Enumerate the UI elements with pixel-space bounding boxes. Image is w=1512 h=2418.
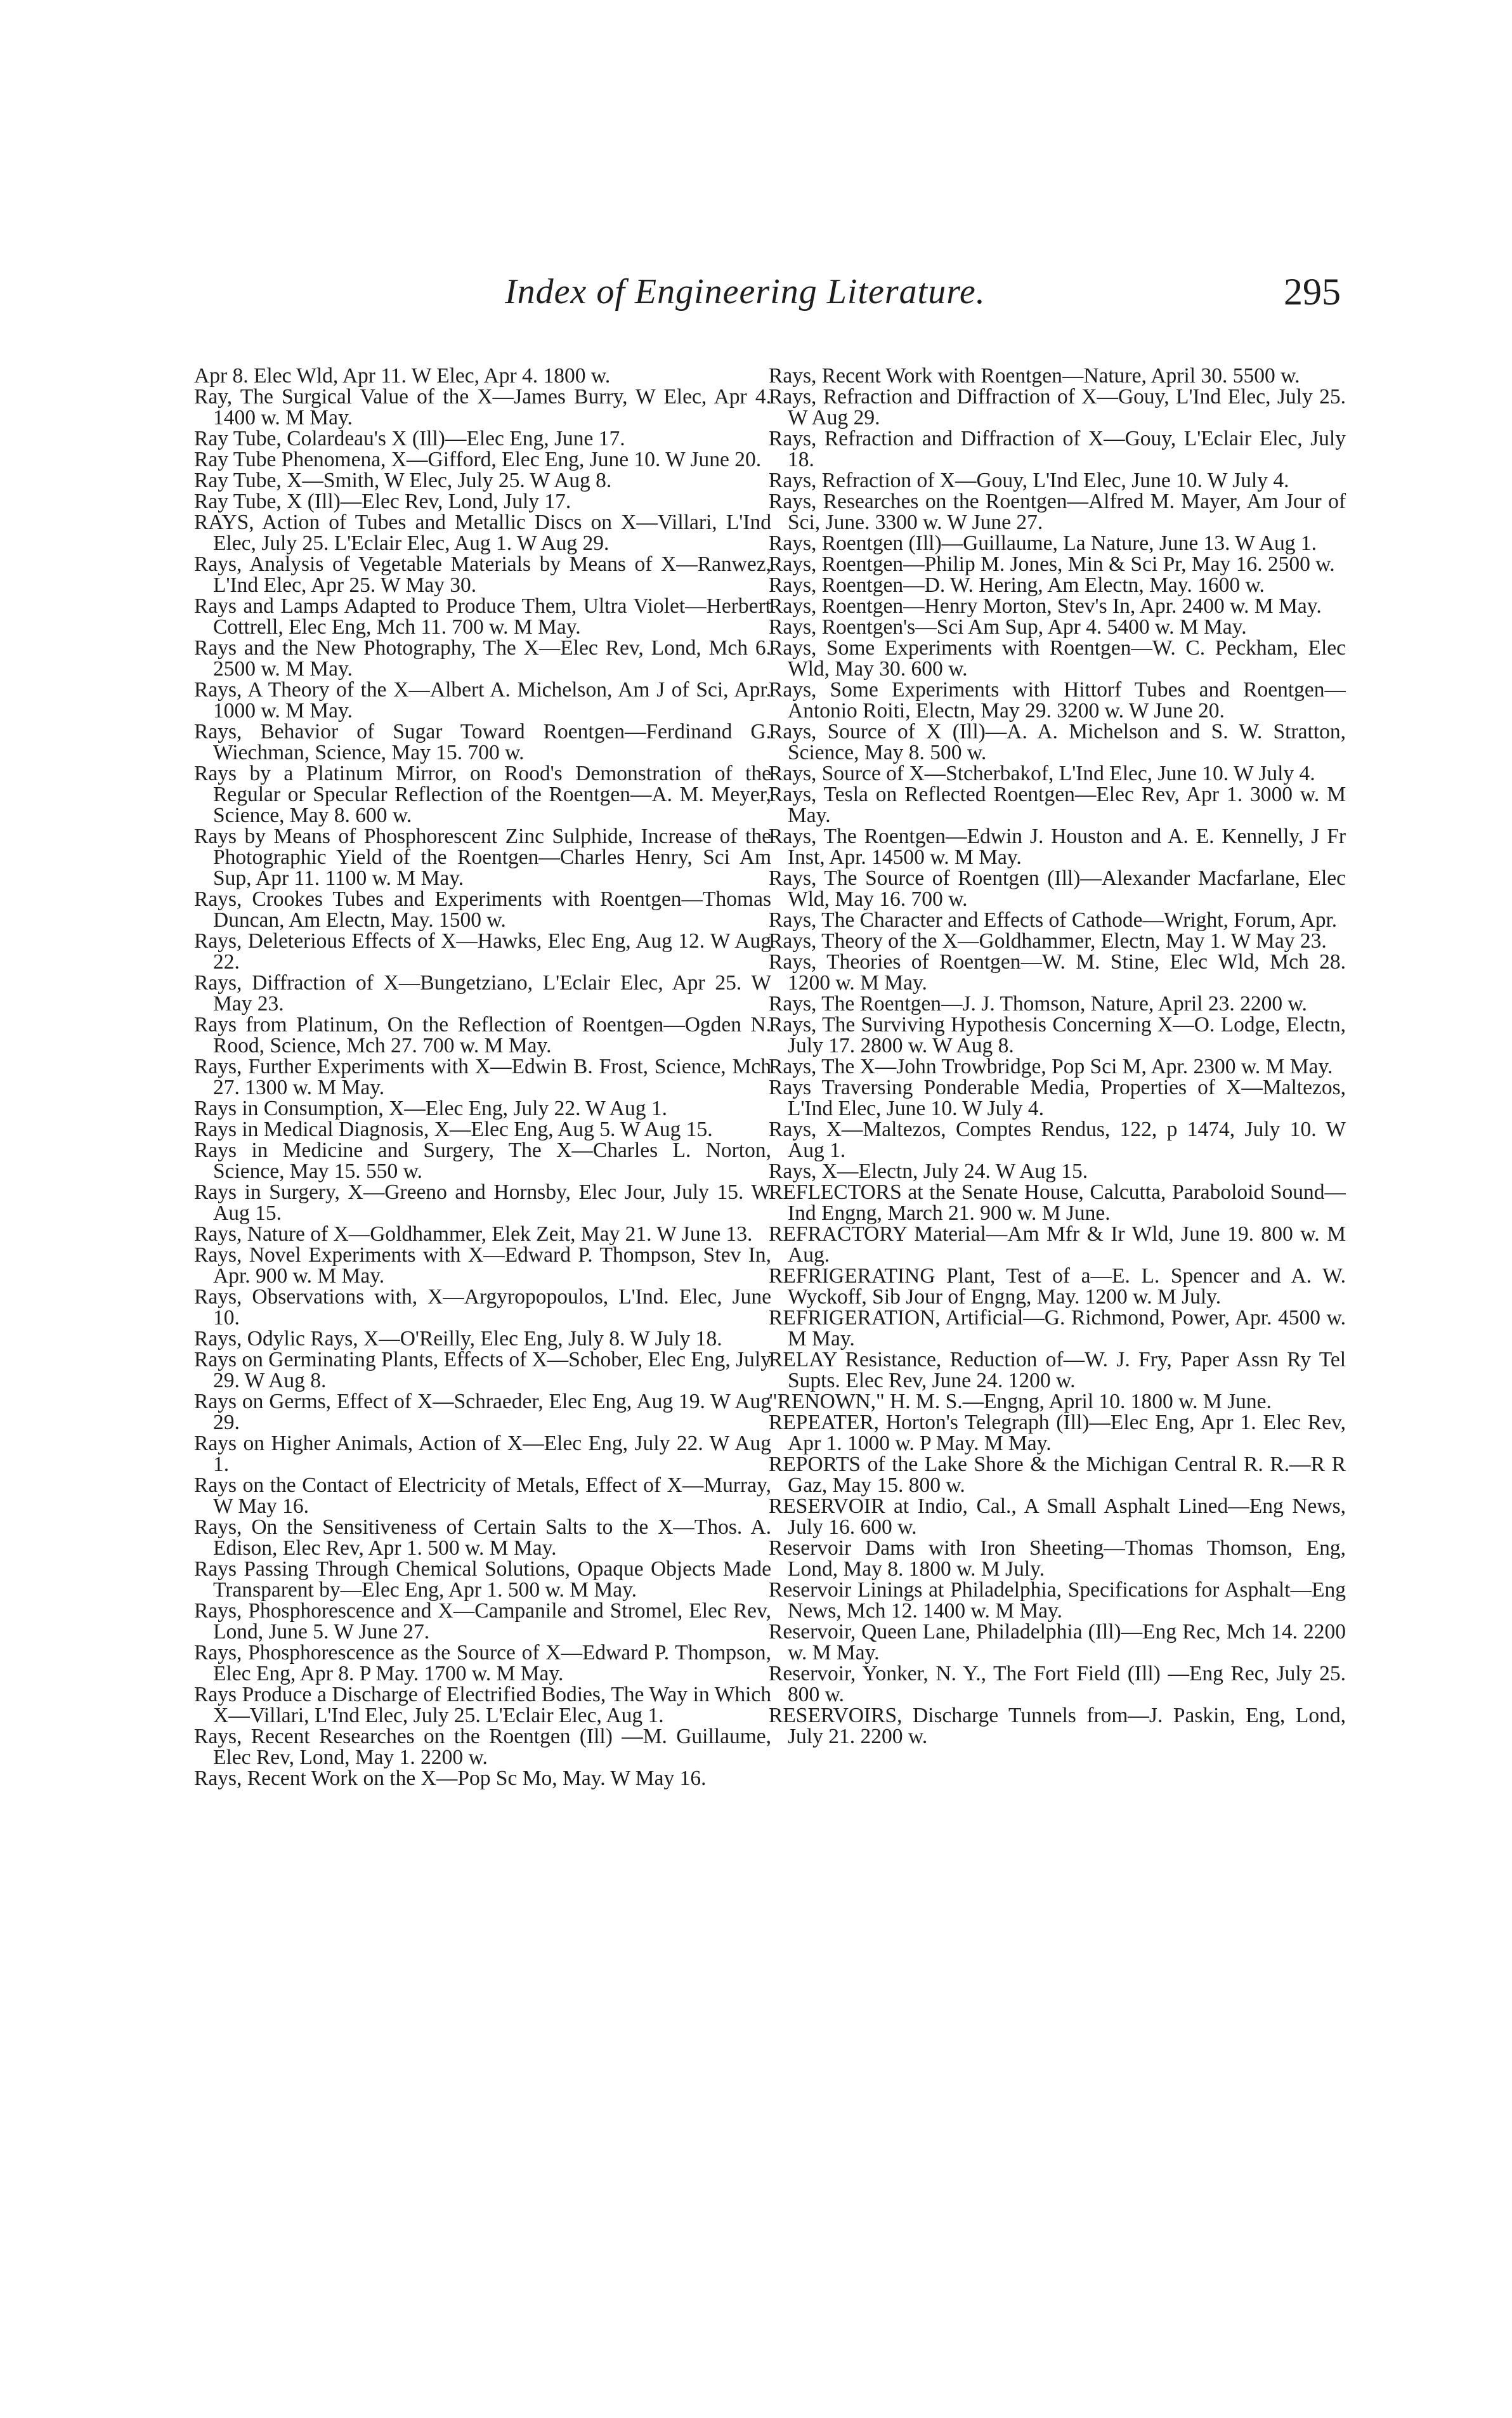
index-entry: Rays and the New Photography, The X—Elec Rev, Lond, Mch 6. 2500 w. M May. — [194, 636, 771, 681]
index-entry: Rays, Roentgen—D. W. Hering, Am Electn, May. 1600 w. — [769, 573, 1265, 597]
index-entry: Rays, The Source of Roentgen (Ill)—Alexander Macfarlane, Elec Wld, May 16. 700 w. — [769, 866, 1346, 911]
index-entry: Rays, Recent Researches on the Roentgen (Ill) —M. Guillaume, Elec Rev, Lond, May 1. 2200 w. — [194, 1725, 771, 1769]
index-entry: REFRIGERATING Plant, Test of a—E. L. Spencer and A. W. Wyckoff, Sib Jour of Engng, May. 1200 w. M July. — [769, 1264, 1346, 1309]
index-entry: Rays in Medicine and Surgery, The X—Charles L. Norton, Science, May 15. 550 w. — [194, 1139, 771, 1183]
index-entry: REFRACTORY Material—Am Mfr & Ir Wld, June 19. 800 w. M Aug. — [769, 1222, 1346, 1267]
index-entry: Rays, Recent Work with Roentgen—Nature, April 30. 5500 w. — [769, 365, 1300, 388]
index-entry: Ray Tube, X—Smith, W Elec, July 25. W Aug 8. — [194, 469, 612, 492]
index-entry: Rays, Deleterious Effects of X—Hawks, Elec Eng, Aug 12. W Aug 22. — [194, 929, 771, 974]
index-entry: Apr 8. Elec Wld, Apr 11. W Elec, Apr 4. 1800 w. — [194, 365, 611, 388]
index-entry: Rays, Tesla on Reflected Roentgen—Elec Rev, Apr 1. 3000 w. M May. — [769, 783, 1346, 827]
index-entry: Reservoir Linings at Philadelphia, Specifications for Asphalt—Eng News, Mch 12. 1400 w. M May. — [769, 1578, 1346, 1623]
index-entry: "RENOWN," H. M. S.—Engng, April 10. 1800 w. M June. — [769, 1390, 1272, 1413]
index-entry: Ray Tube, X (Ill)—Elec Rev, Lond, July 17. — [194, 490, 571, 513]
index-entry: Rays, Some Experiments with Roentgen—W. C. Peckham, Elec Wld, May 30. 600 w. — [769, 636, 1346, 681]
index-entry: Rays, Behavior of Sugar Toward Roentgen—Ferdinand G. Wiechman, Science, May 15. 700 w. — [194, 720, 771, 764]
index-entry: Rays Passing Through Chemical Solutions, Opaque Objects Made Transparent by—Elec Eng, Apr 1. 500 w. M May. — [194, 1557, 771, 1602]
index-entry: Rays, Source of X—Stcherbakof, L'Ind Elec, June 10. W July 4. — [769, 762, 1315, 785]
index-entry: Rays, Crookes Tubes and Experiments with Roentgen—Thomas Duncan, Am Electn, May. 1500 w. — [194, 887, 771, 932]
index-entry: Rays Produce a Discharge of Electrified Bodies, The Way in Which X—Villari, L'Ind Elec, July 25. L'Eclair Elec, Aug 1. — [194, 1683, 771, 1727]
running-title: Index of Engineering Literature. — [505, 272, 986, 311]
index-entry: Rays, On the Sensitiveness of Certain Salts to the X—Thos. A. Edison, Elec Rev, Apr 1. 500 w. M May. — [194, 1515, 771, 1560]
index-entry: Rays, Roentgen's—Sci Am Sup, Apr 4. 5400 w. M May. — [769, 615, 1247, 639]
index-entry: Rays, Analysis of Vegetable Materials by Means of X—Ranwez, L'Ind Elec, Apr 25. W May 30. — [194, 552, 771, 597]
left-column — [194, 365, 771, 2306]
index-entry: REPEATER, Horton's Telegraph (Ill)—Elec Eng, Apr 1. Elec Rev, Apr 1. 1000 w. P May. M May. — [769, 1411, 1346, 1455]
index-entry: Rays, Diffraction of X—Bungetziano, L'Eclair Elec, Apr 25. W May 23. — [194, 971, 771, 1016]
index-entry: Rays, X—Electn, July 24. W Aug 15. — [769, 1160, 1088, 1183]
index-entry: Rays, Observations with, X—Argyropopoulos, L'Ind. Elec, June 10. — [194, 1285, 771, 1330]
index-entry: Rays, Roentgen—Henry Morton, Stev's In, Apr. 2400 w. M May. — [769, 594, 1322, 618]
index-entry: Rays, Phosphorescence as the Source of X—Edward P. Thompson, Elec Eng, Apr 8. P May. 1700 w. M May. — [194, 1641, 771, 1685]
index-entry: Ray, The Surgical Value of the X—James Burry, W Elec, Apr 4. 1400 w. M May. — [194, 385, 771, 429]
index-entry: Rays, Recent Work on the X—Pop Sc Mo, May. W May 16. — [194, 1767, 707, 1790]
index-entry: Rays on Germinating Plants, Effects of X—Schober, Elec Eng, July 29. W Aug 8. — [194, 1348, 771, 1392]
index-entry: Rays on the Contact of Electricity of Metals, Effect of X—Murray, W May 16. — [194, 1474, 771, 1518]
index-entry: Rays, Roentgen—Philip M. Jones, Min & Sci Pr, May 16. 2500 w. — [769, 552, 1335, 576]
index-entry: Rays, The Character and Effects of Cathode—Wright, Forum, Apr. — [769, 908, 1338, 932]
index-entry: Reservoir, Queen Lane, Philadelphia (Ill)—Eng Rec, Mch 14. 2200 w. M May. — [769, 1620, 1346, 1664]
index-entry: Reservoir Dams with Iron Sheeting—Thomas Thomson, Eng, Lond, May 8. 1800 w. M July. — [769, 1536, 1346, 1581]
index-entry: Rays in Medical Diagnosis, X—Elec Eng, Aug 5. W Aug 15. — [194, 1118, 713, 1141]
index-entry: Rays, Researches on the Roentgen—Alfred M. Mayer, Am Jour of Sci, June. 3300 w. W June 27. — [769, 490, 1346, 534]
index-entry: Rays, Roentgen (Ill)—Guillaume, La Nature, June 13. W Aug 1. — [769, 532, 1317, 555]
index-entry: Rays, Theories of Roentgen—W. M. Stine, Elec Wld, Mch 28. 1200 w. M May. — [769, 950, 1346, 995]
index-entry: Rays, A Theory of the X—Albert A. Michelson, Am J of Sci, Apr. 1000 w. M May. — [194, 678, 771, 722]
index-entry: Rays, Refraction of X—Gouy, L'Ind Elec, June 10. W July 4. — [769, 469, 1289, 492]
index-entry: Rays, Refraction and Diffraction of X—Gouy, L'Ind Elec, July 25. W Aug 29. — [769, 385, 1346, 429]
index-entry: Rays from Platinum, On the Reflection of Roentgen—Ogden N. Rood, Science, Mch 27. 700 w. M May. — [194, 1013, 771, 1057]
index-entry: REFLECTORS at the Senate House, Calcutta, Paraboloid Sound—Ind Engng, March 21. 900 w. M June. — [769, 1180, 1346, 1225]
page-header — [0, 265, 1512, 322]
index-entry: Rays, Phosphorescence and X—Campanile and Stromel, Elec Rev, Lond, June 5. W June 27. — [194, 1599, 771, 1644]
index-entry: Rays, The Roentgen—Edwin J. Houston and A. E. Kennelly, J Fr Inst, Apr. 14500 w. M May. — [769, 825, 1346, 869]
index-entry: Rays, Some Experiments with Hittorf Tubes and Roentgen—Antonio Roiti, Electn, May 29. 3200 w. W June 20. — [769, 678, 1346, 722]
index-entry: RESERVOIRS, Discharge Tunnels from—J. Paskin, Eng, Lond, July 21. 2200 w. — [769, 1704, 1346, 1748]
right-column — [769, 365, 1346, 2306]
index-entry: Rays, Source of X (Ill)—A. A. Michelson and S. W. Stratton, Science, May 8. 500 w. — [769, 720, 1346, 764]
index-entry: Rays, The Surviving Hypothesis Concerning X—O. Lodge, Electn, July 17. 2800 w. W Aug 8. — [769, 1013, 1346, 1057]
index-entry: Rays, Novel Experiments with X—Edward P. Thompson, Stev In, Apr. 900 w. M May. — [194, 1243, 771, 1288]
index-entry: Rays, Refraction and Diffraction of X—Gouy, L'Eclair Elec, July 18. — [769, 427, 1346, 471]
index-entry: Rays Traversing Ponderable Media, Properties of X—Maltezos, L'Ind Elec, June 10. W July 4. — [769, 1076, 1346, 1120]
index-entry: Rays in Consumption, X—Elec Eng, July 22. W Aug 1. — [194, 1097, 667, 1120]
index-entry: Rays and Lamps Adapted to Produce Them, Ultra Violet—Herbert Cottrell, Elec Eng, Mch 11. 700 w. M May. — [194, 594, 771, 639]
index-entry: RELAY Resistance, Reduction of—W. J. Fry, Paper Assn Ry Tel Supts. Elec Rev, June 24. 1200 w. — [769, 1348, 1346, 1392]
index-entry: Rays on Higher Animals, Action of X—Elec Eng, July 22. W Aug 1. — [194, 1432, 771, 1476]
index-entry: RESERVOIR at Indio, Cal., A Small Asphalt Lined—Eng News, July 16. 600 w. — [769, 1494, 1346, 1539]
index-entry: Rays by a Platinum Mirror, on Rood's Demonstration of the Regular or Specular Reflection of the Roentgen—A. M. Meyer, Science, May 8. 600 w. — [194, 762, 771, 827]
index-entry: Ray Tube Phenomena, X—Gifford, Elec Eng, June 10. W June 20. — [194, 448, 762, 471]
index-entry: Rays in Surgery, X—Greeno and Hornsby, Elec Jour, July 15. W Aug 15. — [194, 1180, 771, 1225]
index-entry: Rays, The Roentgen—J. J. Thomson, Nature, April 23. 2200 w. — [769, 992, 1307, 1016]
index-entry: Reservoir, Yonker, N. Y., The Fort Field (Ill) —Eng Rec, July 25. 800 w. — [769, 1662, 1346, 1706]
index-entry: Rays on Germs, Effect of X—Schraeder, Elec Eng, Aug 19. W Aug 29. — [194, 1390, 771, 1434]
index-entry: Rays, The X—John Trowbridge, Pop Sci M, Apr. 2300 w. M May. — [769, 1055, 1333, 1078]
index-entry: Rays by Means of Phosphorescent Zinc Sulphide, Increase of the Photographic Yield of the Roentgen—Charles Henry, Sci Am Sup, Apr 11. 1100 w. M May. — [194, 825, 771, 890]
index-entry: Rays, Theory of the X—Goldhammer, Electn, May 1. W May 23. — [769, 929, 1327, 953]
index-entry: Rays, X—Maltezos, Comptes Rendus, 122, p 1474, July 10. W Aug 1. — [769, 1118, 1346, 1162]
index-entry: Rays, Further Experiments with X—Edwin B. Frost, Science, Mch 27. 1300 w. M May. — [194, 1055, 771, 1099]
page-number: 295 — [1284, 271, 1341, 313]
index-entry: REPORTS of the Lake Shore & the Michigan Central R. R.—R R Gaz, May 15. 800 w. — [769, 1453, 1346, 1497]
index-entry: Rays, Odylic Rays, X—O'Reilly, Elec Eng, July 8. W July 18. — [194, 1327, 722, 1350]
index-entry: REFRIGERATION, Artificial—G. Richmond, Power, Apr. 4500 w. M May. — [769, 1306, 1346, 1350]
index-entry: Rays, Nature of X—Goldhammer, Elek Zeit, May 21. W June 13. — [194, 1222, 753, 1246]
index-entry: Ray Tube, Colardeau's X (Ill)—Elec Eng, June 17. — [194, 427, 625, 450]
index-entry: RAYS, Action of Tubes and Metallic Discs on X—Villari, L'Ind Elec, July 25. L'Eclair Elec, Aug 1. W Aug 29. — [194, 511, 771, 555]
